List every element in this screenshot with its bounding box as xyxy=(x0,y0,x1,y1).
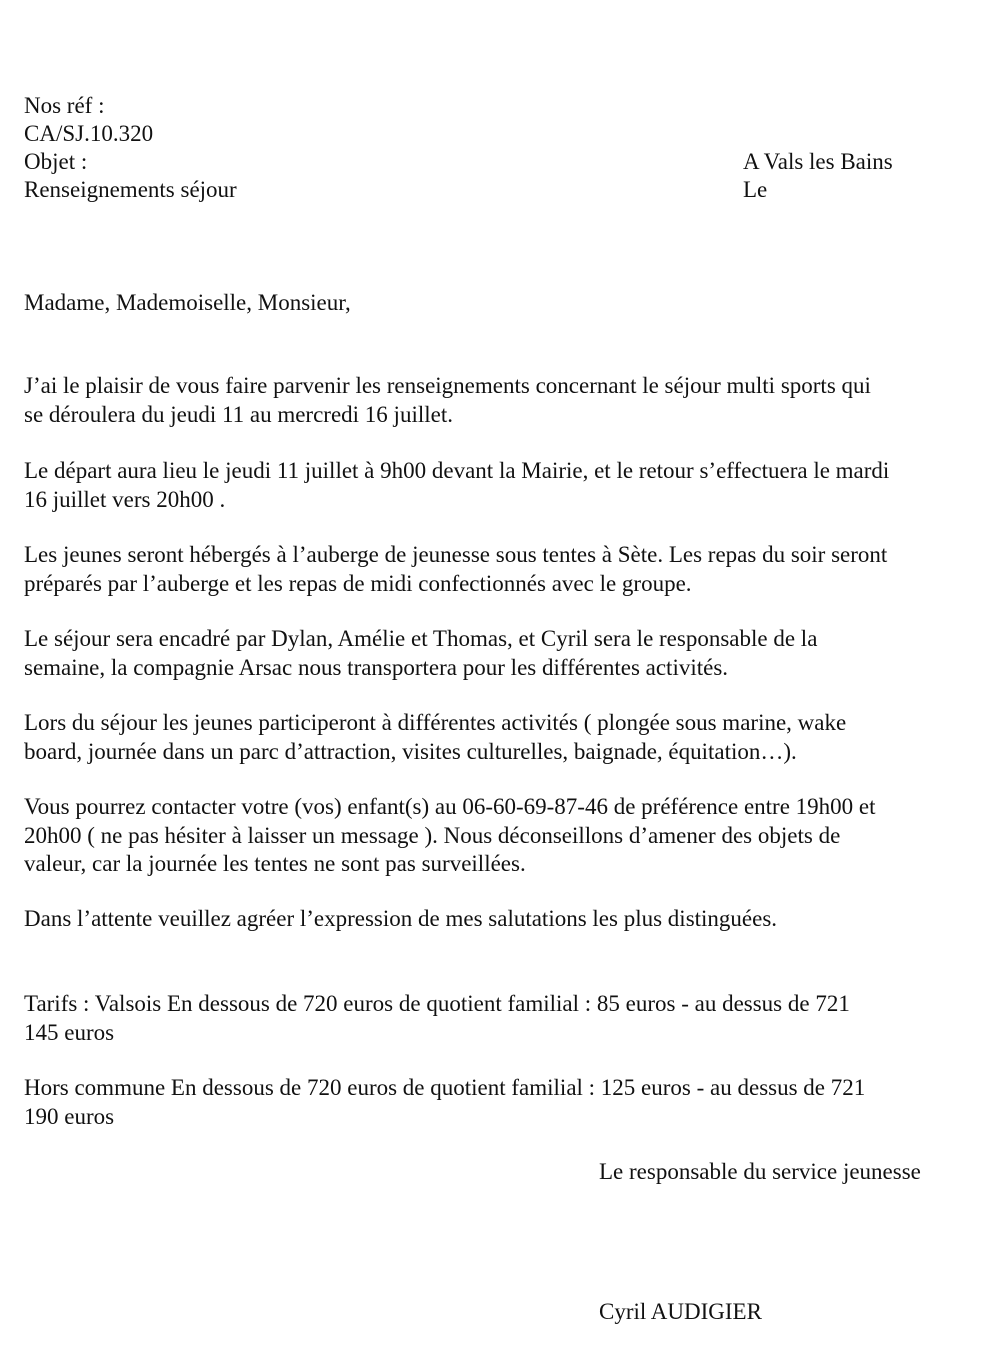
paragraph-departure xyxy=(24,457,954,514)
signature-title: Le responsable du service jeunesse xyxy=(599,1159,921,1184)
paragraph-line: valeur, car la journée les tentes ne sont pas surveillées. xyxy=(24,851,526,876)
paragraph-line: Le séjour sera encadré par Dylan, Amélie et Thomas, et Cyril sera le responsable de la xyxy=(24,626,818,651)
object-label: Objet : xyxy=(24,149,88,174)
paragraph-line: J’ai le plaisir de vous faire parvenir les renseignements concernant le séjour multi sports qui xyxy=(24,373,871,398)
paragraph-line: préparés par l’auberge et les repas de midi confectionnés avec le groupe. xyxy=(24,570,692,596)
salutation: Madame, Mademoiselle, Monsieur, xyxy=(24,290,351,315)
paragraph-intro xyxy=(24,372,954,429)
paragraph-line: Les jeunes seront hébergés à l’auberge de jeunesse sous tentes à Sète. Les repas du soir seront xyxy=(24,542,888,567)
tarif-valsois xyxy=(24,990,954,1047)
paragraph-supervision xyxy=(24,625,954,682)
paragraph-closing xyxy=(24,905,954,934)
reference-label: Nos réf : xyxy=(24,93,105,118)
paragraph-line: Le départ aura lieu le jeudi 11 juillet à 9h00 devant la Mairie, et le retour s’effectuera le mardi xyxy=(24,458,890,483)
reference-value: CA/SJ.10.320 xyxy=(24,121,154,146)
tarif-line: 145 euros xyxy=(24,1019,115,1045)
signature-name: Cyril AUDIGIER xyxy=(599,1299,762,1324)
tarif-hors-commune xyxy=(24,1074,954,1131)
paragraph-line: Vous pourrez contacter votre (vos) enfant(s) au 06-60-69-87-46 de préférence entre 19h00 et xyxy=(24,794,876,819)
tarif-line: Tarifs : Valsois En dessous de 720 euros de quotient familial : 85 euros - au dessus de 721 xyxy=(24,991,850,1016)
paragraph-line: Lors du séjour les jeunes participeront à différentes activités ( plongée sous marine, wake xyxy=(24,710,847,735)
tarif-line: 190 euros xyxy=(24,1103,115,1129)
paragraph-activities xyxy=(24,709,954,766)
object-value: Renseignements séjour xyxy=(24,177,237,202)
paragraph-contact xyxy=(24,793,954,879)
paragraph-line: semaine, la compagnie Arsac nous transportera pour les différentes activités. xyxy=(24,654,729,680)
paragraph-line: Dans l’attente veuillez agréer l’expression de mes salutations les plus distinguées. xyxy=(24,906,778,931)
paragraph-line: board, journée dans un parc d’attraction, visites culturelles, baignade, équitation…). xyxy=(24,738,797,764)
paragraph-line: 16 juillet vers 20h00 . xyxy=(24,486,226,512)
date-line: Le xyxy=(743,177,768,202)
paragraph-line: se déroulera du jeudi 11 au mercredi 16 juillet. xyxy=(24,401,453,427)
tarif-line: Hors commune En dessous de 720 euros de quotient familial : 125 euros - au dessus de 721 xyxy=(24,1075,866,1100)
paragraph-line: 20h00 ( ne pas hésiter à laisser un message ). Nous déconseillons d’amener des objets de xyxy=(24,822,841,848)
place-line: A Vals les Bains xyxy=(743,149,893,174)
paragraph-lodging xyxy=(24,541,954,598)
